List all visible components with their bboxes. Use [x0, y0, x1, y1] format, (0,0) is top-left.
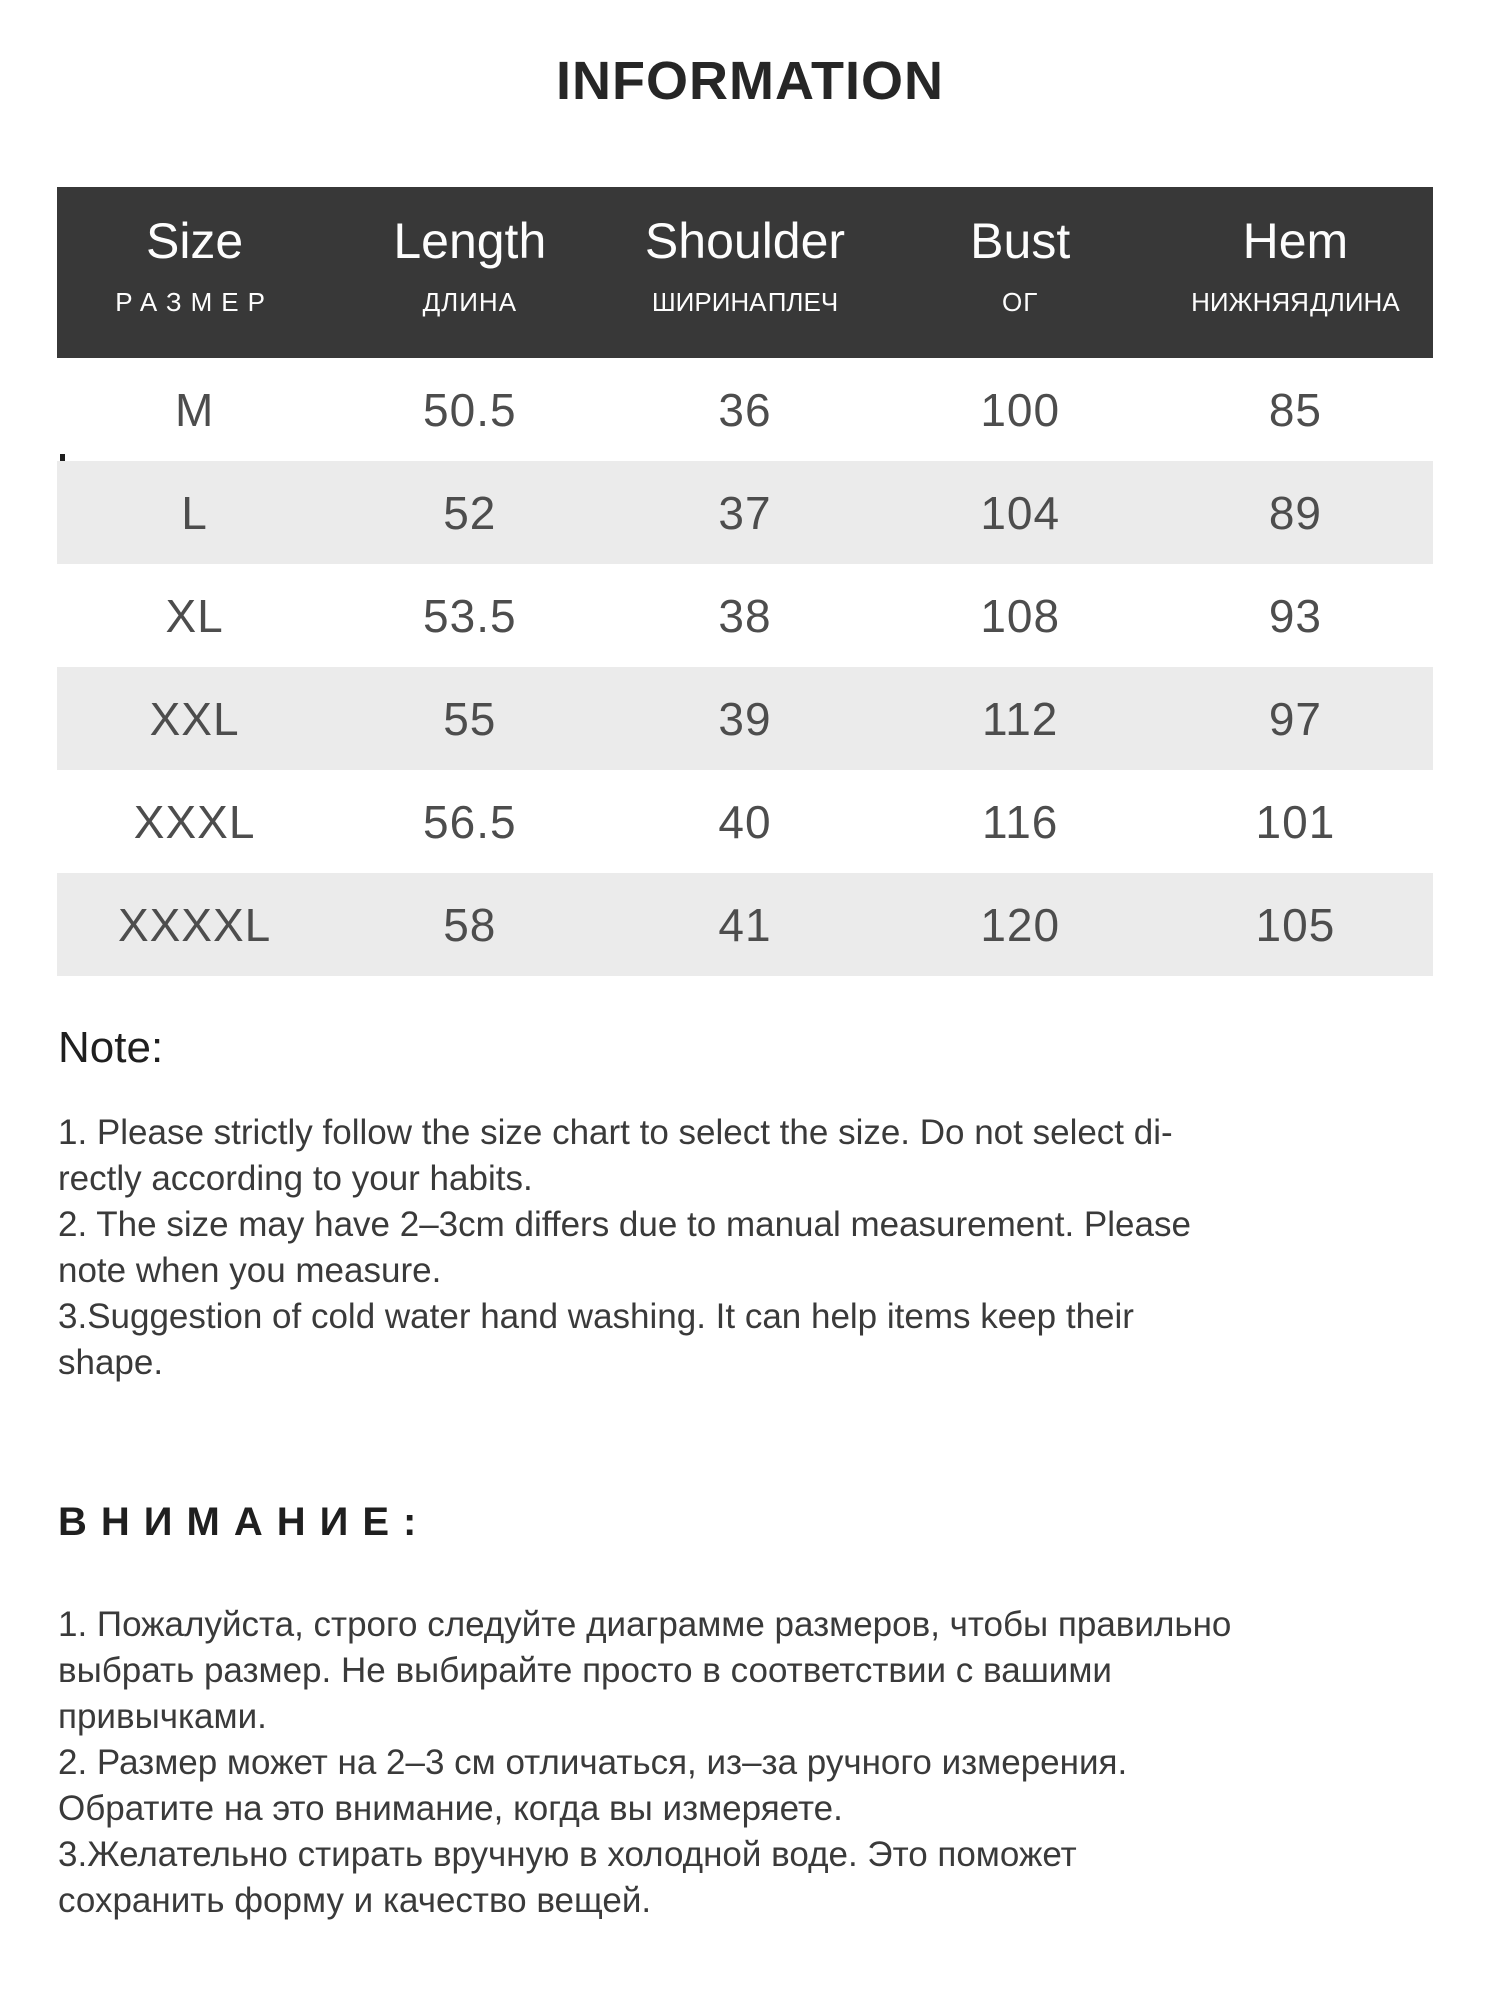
column-header-size-en: Size: [145, 213, 244, 269]
note-line: привычками.: [58, 1697, 267, 1736]
size-table-header: [57, 187, 1433, 358]
shoulder-cell: 40: [718, 795, 772, 848]
note-line: rectly according to your habits.: [58, 1159, 533, 1198]
hem-cell: 101: [1255, 795, 1336, 848]
column-header-length-ru: ДЛИНА: [422, 287, 518, 317]
hem-cell: 97: [1268, 692, 1322, 745]
column-header-shoulder-en: Shoulder: [644, 213, 846, 269]
column-header-hem-ru: НИЖНЯЯ ДЛИНА: [1191, 287, 1400, 317]
note-line: 2. Размер может на 2–3 см отличаться, из–за ручного измерения.: [58, 1743, 1128, 1782]
note-line: 3.Желательно стирать вручную в холодной воде. Это поможет: [58, 1835, 1077, 1874]
column-header-hem-en: Hem: [1242, 213, 1349, 269]
bust-cell: 116: [982, 795, 1059, 848]
column-header-bust: [883, 187, 1158, 358]
size-cell: XXL: [149, 692, 240, 745]
table-row-xxl: [57, 667, 1433, 770]
table-row-xxxxl: [57, 873, 1433, 976]
shoulder-cell: 36: [718, 383, 772, 436]
note-line: Обратите на это внимание, когда вы измеряете.: [58, 1789, 843, 1828]
hem-cell: 85: [1268, 383, 1322, 436]
length-cell: 53.5: [423, 589, 517, 642]
bust-cell: 112: [982, 692, 1059, 745]
note-section-en: [58, 1022, 1458, 1386]
note-line: 1. Please strictly follow the size chart to select the size. Do not select di-: [58, 1113, 1173, 1152]
note-line: note when you measure.: [58, 1251, 442, 1290]
shoulder-cell: 38: [718, 589, 772, 642]
size-cell: M: [174, 383, 215, 436]
bust-cell: 104: [980, 486, 1061, 539]
column-header-shoulder-ru: ШИРИНА ПЛЕЧ: [651, 287, 839, 317]
column-header-size-ru: РАЗМЕР: [115, 287, 274, 317]
size-cell: L: [181, 486, 208, 539]
shoulder-cell: 37: [718, 486, 772, 539]
column-header-size: [57, 187, 332, 358]
note-section-ru: [58, 1498, 1458, 1924]
shoulder-cell: 41: [718, 898, 772, 951]
size-cell: XL: [165, 589, 224, 642]
length-cell: 52: [443, 486, 497, 539]
hem-cell: 89: [1268, 486, 1322, 539]
size-cell: XXXXL: [117, 898, 272, 951]
bust-cell: 120: [980, 898, 1061, 951]
bust-cell: 108: [980, 589, 1061, 642]
column-header-bust-en: Bust: [970, 213, 1071, 269]
note-heading-en: Note:: [58, 1023, 164, 1072]
note-line: 1. Пожалуйста, строго следуйте диаграмме размеров, чтобы правильно: [58, 1605, 1232, 1644]
column-header-shoulder: [607, 187, 882, 358]
note-line: сохранить форму и качество вещей.: [58, 1881, 652, 1920]
hem-cell: 105: [1255, 898, 1336, 951]
page-title: INFORMATION: [556, 51, 944, 111]
note-line: shape.: [58, 1343, 164, 1382]
length-cell: 56.5: [423, 795, 517, 848]
column-header-bust-ru: ОГ: [1002, 287, 1039, 317]
column-header-length: [332, 187, 607, 358]
length-cell: 58: [443, 898, 497, 951]
size-table: [57, 187, 1433, 976]
table-row-xxxl: [57, 770, 1433, 873]
shoulder-cell: 39: [718, 692, 772, 745]
stray-mark: [60, 454, 65, 461]
size-cell: XXXL: [133, 795, 256, 848]
note-lines-ru: [58, 1602, 1458, 1924]
note-line: 3.Suggestion of cold water hand washing. It can help items keep their: [58, 1297, 1134, 1336]
note-line: выбрать размер. Не выбирайте просто в соответствии с вашими: [58, 1651, 1112, 1690]
table-row-m: [57, 358, 1433, 461]
table-row-xl: [57, 564, 1433, 667]
note-heading-ru: ВНИМАНИЕ:: [58, 1500, 431, 1544]
length-cell: 50.5: [423, 383, 517, 436]
note-lines-en: [58, 1110, 1458, 1386]
bust-cell: 100: [980, 383, 1061, 436]
length-cell: 55: [443, 692, 497, 745]
hem-cell: 93: [1268, 589, 1322, 642]
note-line: 2. The size may have 2–3cm differs due to manual measurement. Please: [58, 1205, 1191, 1244]
column-header-hem: [1158, 187, 1433, 358]
column-header-length-en: Length: [393, 213, 547, 269]
table-row-l: [57, 461, 1433, 564]
